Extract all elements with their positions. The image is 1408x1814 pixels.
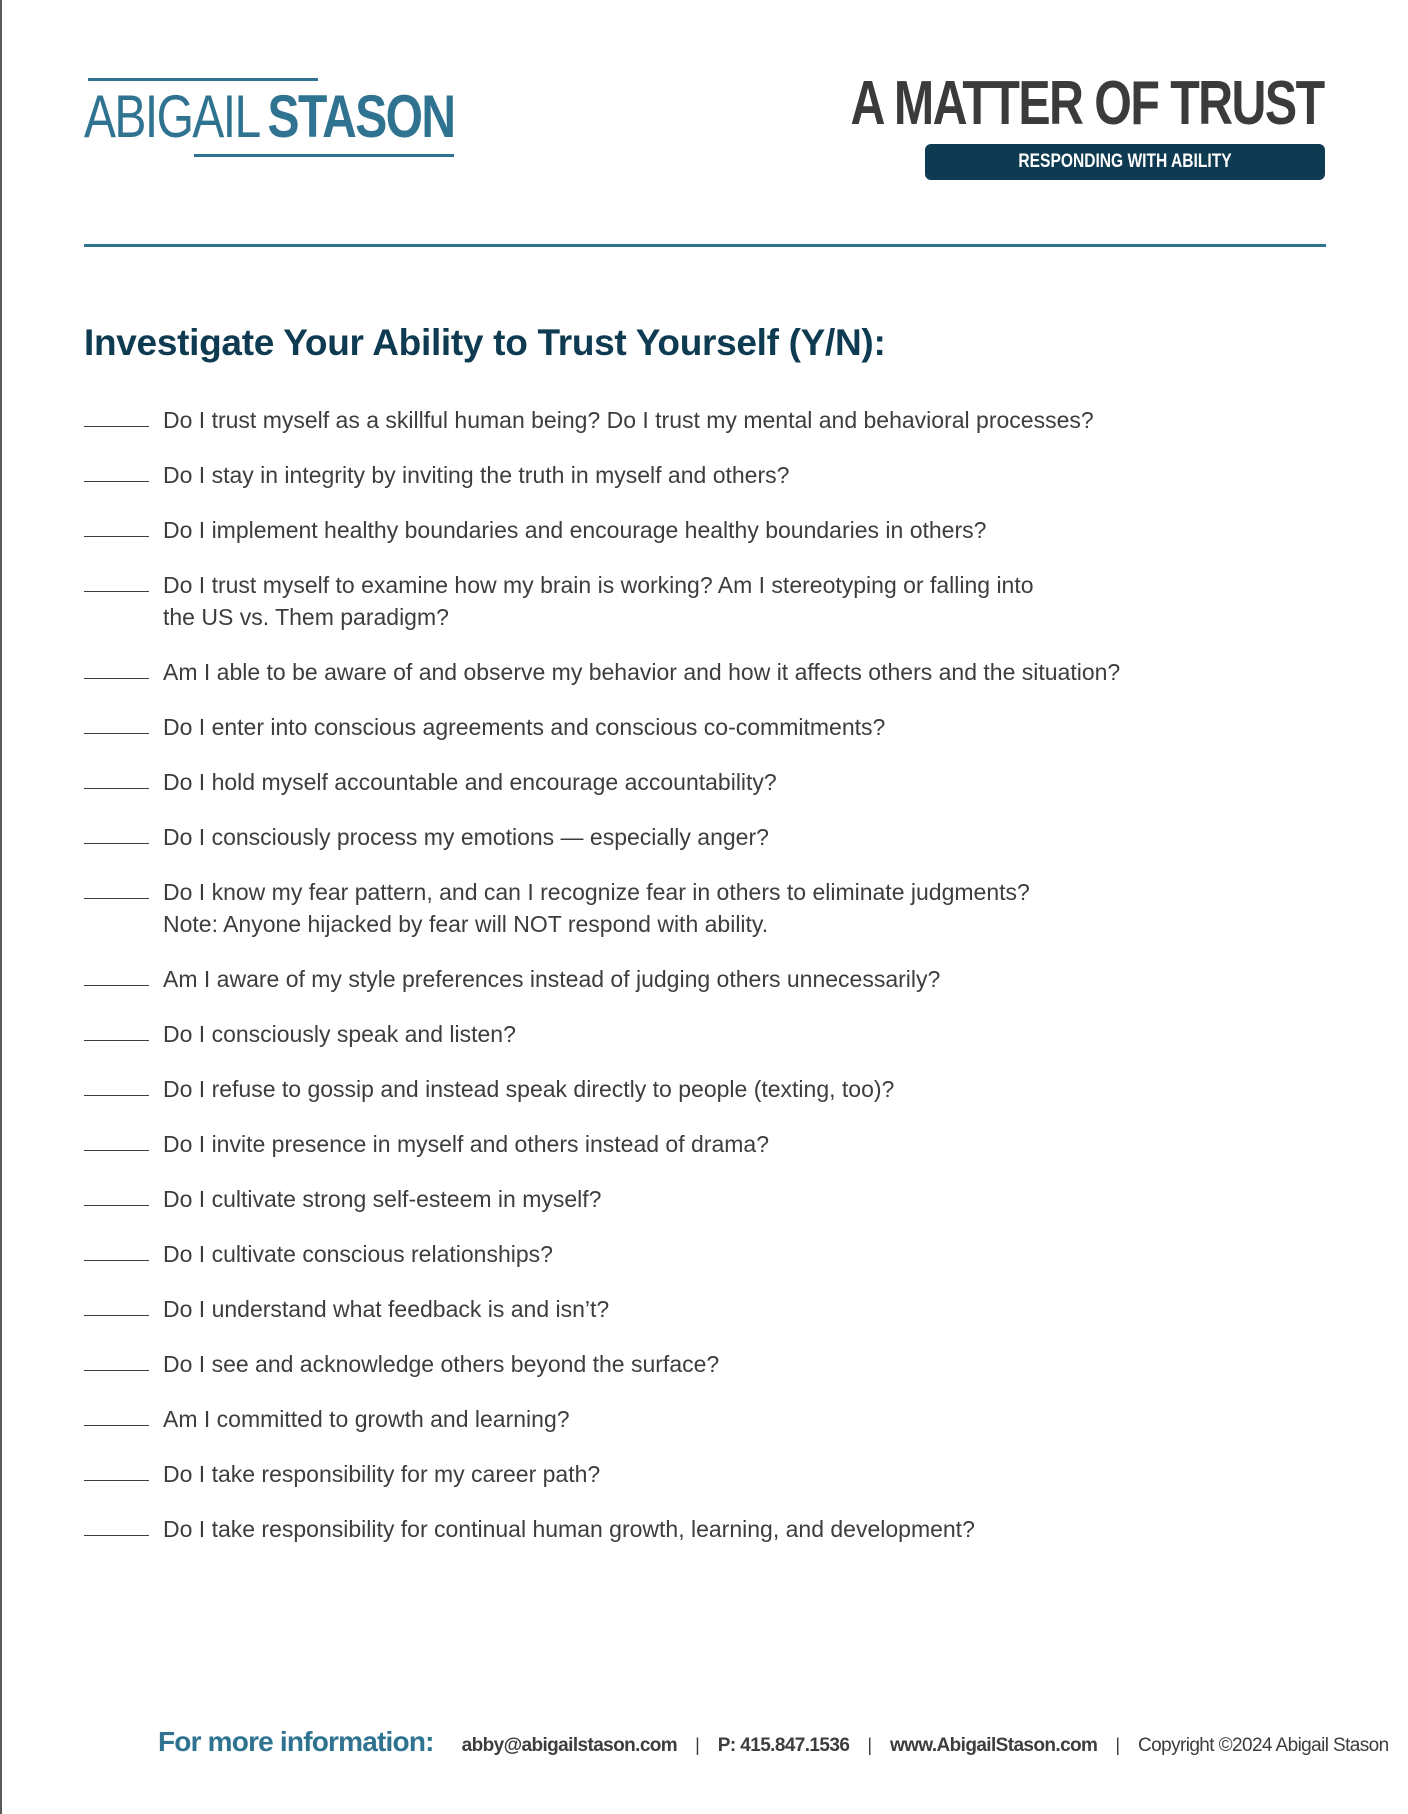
question-text: Do I cultivate strong self-esteem in myself? bbox=[163, 1186, 602, 1212]
question-item bbox=[84, 963, 1326, 995]
logo-rule-bottom bbox=[194, 154, 454, 157]
question-text: Am I aware of my style preferences instead of judging others unnecessarily? bbox=[163, 966, 941, 992]
question-item bbox=[84, 1238, 1326, 1270]
question-text: Do I cultivate conscious relationships? bbox=[163, 1241, 553, 1267]
footer-separator: | bbox=[695, 1735, 700, 1755]
question-text: Do I understand what feedback is and isn’t? bbox=[163, 1296, 610, 1322]
question-item bbox=[84, 459, 1326, 491]
answer-blank[interactable] bbox=[84, 985, 149, 986]
answer-blank[interactable] bbox=[84, 898, 149, 899]
answer-blank[interactable] bbox=[84, 1095, 149, 1096]
question-text: Do I stay in integrity by inviting the truth in myself and others? bbox=[163, 462, 790, 488]
question-item bbox=[84, 711, 1326, 743]
question-item bbox=[84, 1293, 1326, 1325]
question-item bbox=[84, 514, 1326, 546]
answer-blank[interactable] bbox=[84, 1260, 149, 1261]
question-list bbox=[84, 404, 1326, 1568]
answer-blank[interactable] bbox=[84, 591, 149, 592]
question-text: Do I take responsibility for continual human growth, learning, and development? bbox=[163, 1516, 975, 1542]
logo bbox=[84, 78, 454, 160]
question-item bbox=[84, 766, 1326, 798]
question-item bbox=[84, 656, 1326, 688]
question-item bbox=[84, 1128, 1326, 1160]
answer-blank[interactable] bbox=[84, 1370, 149, 1371]
answer-blank[interactable] bbox=[84, 1205, 149, 1206]
footer-email[interactable]: abby@abigailstason.com bbox=[461, 1735, 678, 1756]
question-text: Am I able to be aware of and observe my behavior and how it affects others and the situation? bbox=[163, 659, 1121, 685]
answer-blank[interactable] bbox=[84, 733, 149, 734]
question-item bbox=[84, 1513, 1326, 1545]
document-subtitle: RESPONDING WITH ABILITY bbox=[1018, 151, 1232, 172]
question-item bbox=[84, 821, 1326, 853]
document-title: A MATTER OF TRUST bbox=[850, 69, 1324, 138]
answer-blank[interactable] bbox=[84, 426, 149, 427]
question-text: Do I enter into conscious agreements and conscious co-commitments? bbox=[163, 714, 886, 740]
question-item bbox=[84, 1458, 1326, 1490]
answer-blank[interactable] bbox=[84, 481, 149, 482]
question-text: the US vs. Them paradigm? bbox=[163, 604, 449, 630]
footer-phone[interactable]: P: 415.847.1536 bbox=[717, 1735, 850, 1756]
footer-copyright: Copyright ©2024 Abigail Stason bbox=[1138, 1735, 1389, 1756]
answer-blank[interactable] bbox=[84, 536, 149, 537]
footer-separator: | bbox=[867, 1735, 872, 1755]
answer-blank[interactable] bbox=[84, 1480, 149, 1481]
question-text: Do I see and acknowledge others beyond the surface? bbox=[163, 1351, 720, 1377]
header-divider bbox=[84, 244, 1326, 247]
question-item bbox=[84, 1073, 1326, 1105]
question-item bbox=[84, 569, 1326, 633]
logo-rule-top bbox=[88, 78, 318, 81]
logo-wordmark bbox=[84, 84, 454, 150]
answer-blank[interactable] bbox=[84, 788, 149, 789]
footer-website[interactable]: www.AbigailStason.com bbox=[890, 1735, 1098, 1756]
question-item bbox=[84, 404, 1326, 436]
question-item bbox=[84, 1018, 1326, 1050]
footer-label: For more information: bbox=[158, 1726, 434, 1757]
footer bbox=[158, 1726, 1389, 1762]
logo-last-name: STASON bbox=[267, 83, 455, 150]
question-text: Do I trust myself to examine how my brain is working? Am I stereotyping or falling into bbox=[163, 572, 1034, 598]
answer-blank[interactable] bbox=[84, 1040, 149, 1041]
answer-blank[interactable] bbox=[84, 1425, 149, 1426]
document-subtitle-badge bbox=[925, 144, 1325, 180]
question-item bbox=[84, 1183, 1326, 1215]
answer-blank[interactable] bbox=[84, 1315, 149, 1316]
section-heading: Investigate Your Ability to Trust Yourself (Y/N): bbox=[84, 322, 886, 363]
question-text: Do I invite presence in myself and others instead of drama? bbox=[163, 1131, 769, 1157]
question-text: Am I committed to growth and learning? bbox=[163, 1406, 570, 1432]
answer-blank[interactable] bbox=[84, 843, 149, 844]
answer-blank[interactable] bbox=[84, 1150, 149, 1151]
question-text: Do I know my fear pattern, and can I recognize fear in others to eliminate judgments? bbox=[163, 879, 1030, 905]
logo-first-name: ABIGAIL bbox=[84, 83, 260, 150]
question-text: Do I refuse to gossip and instead speak directly to people (texting, too)? bbox=[163, 1076, 895, 1102]
page-edge bbox=[0, 0, 2, 1814]
question-text: Note: Anyone hijacked by fear will NOT respond with ability. bbox=[163, 911, 769, 937]
question-text: Do I hold myself accountable and encourage accountability? bbox=[163, 769, 777, 795]
answer-blank[interactable] bbox=[84, 678, 149, 679]
answer-blank[interactable] bbox=[84, 1535, 149, 1536]
question-text: Do I consciously process my emotions — especially anger? bbox=[163, 824, 769, 850]
footer-separator: | bbox=[1115, 1735, 1121, 1755]
question-item bbox=[84, 1403, 1326, 1435]
question-item bbox=[84, 1348, 1326, 1380]
question-text: Do I trust myself as a skillful human being? Do I trust my mental and behavioral processes? bbox=[163, 407, 1094, 433]
question-text: Do I consciously speak and listen? bbox=[163, 1021, 516, 1047]
question-text: Do I implement healthy boundaries and encourage healthy boundaries in others? bbox=[163, 517, 987, 543]
question-text: Do I take responsibility for my career path? bbox=[163, 1461, 601, 1487]
question-item bbox=[84, 876, 1326, 940]
